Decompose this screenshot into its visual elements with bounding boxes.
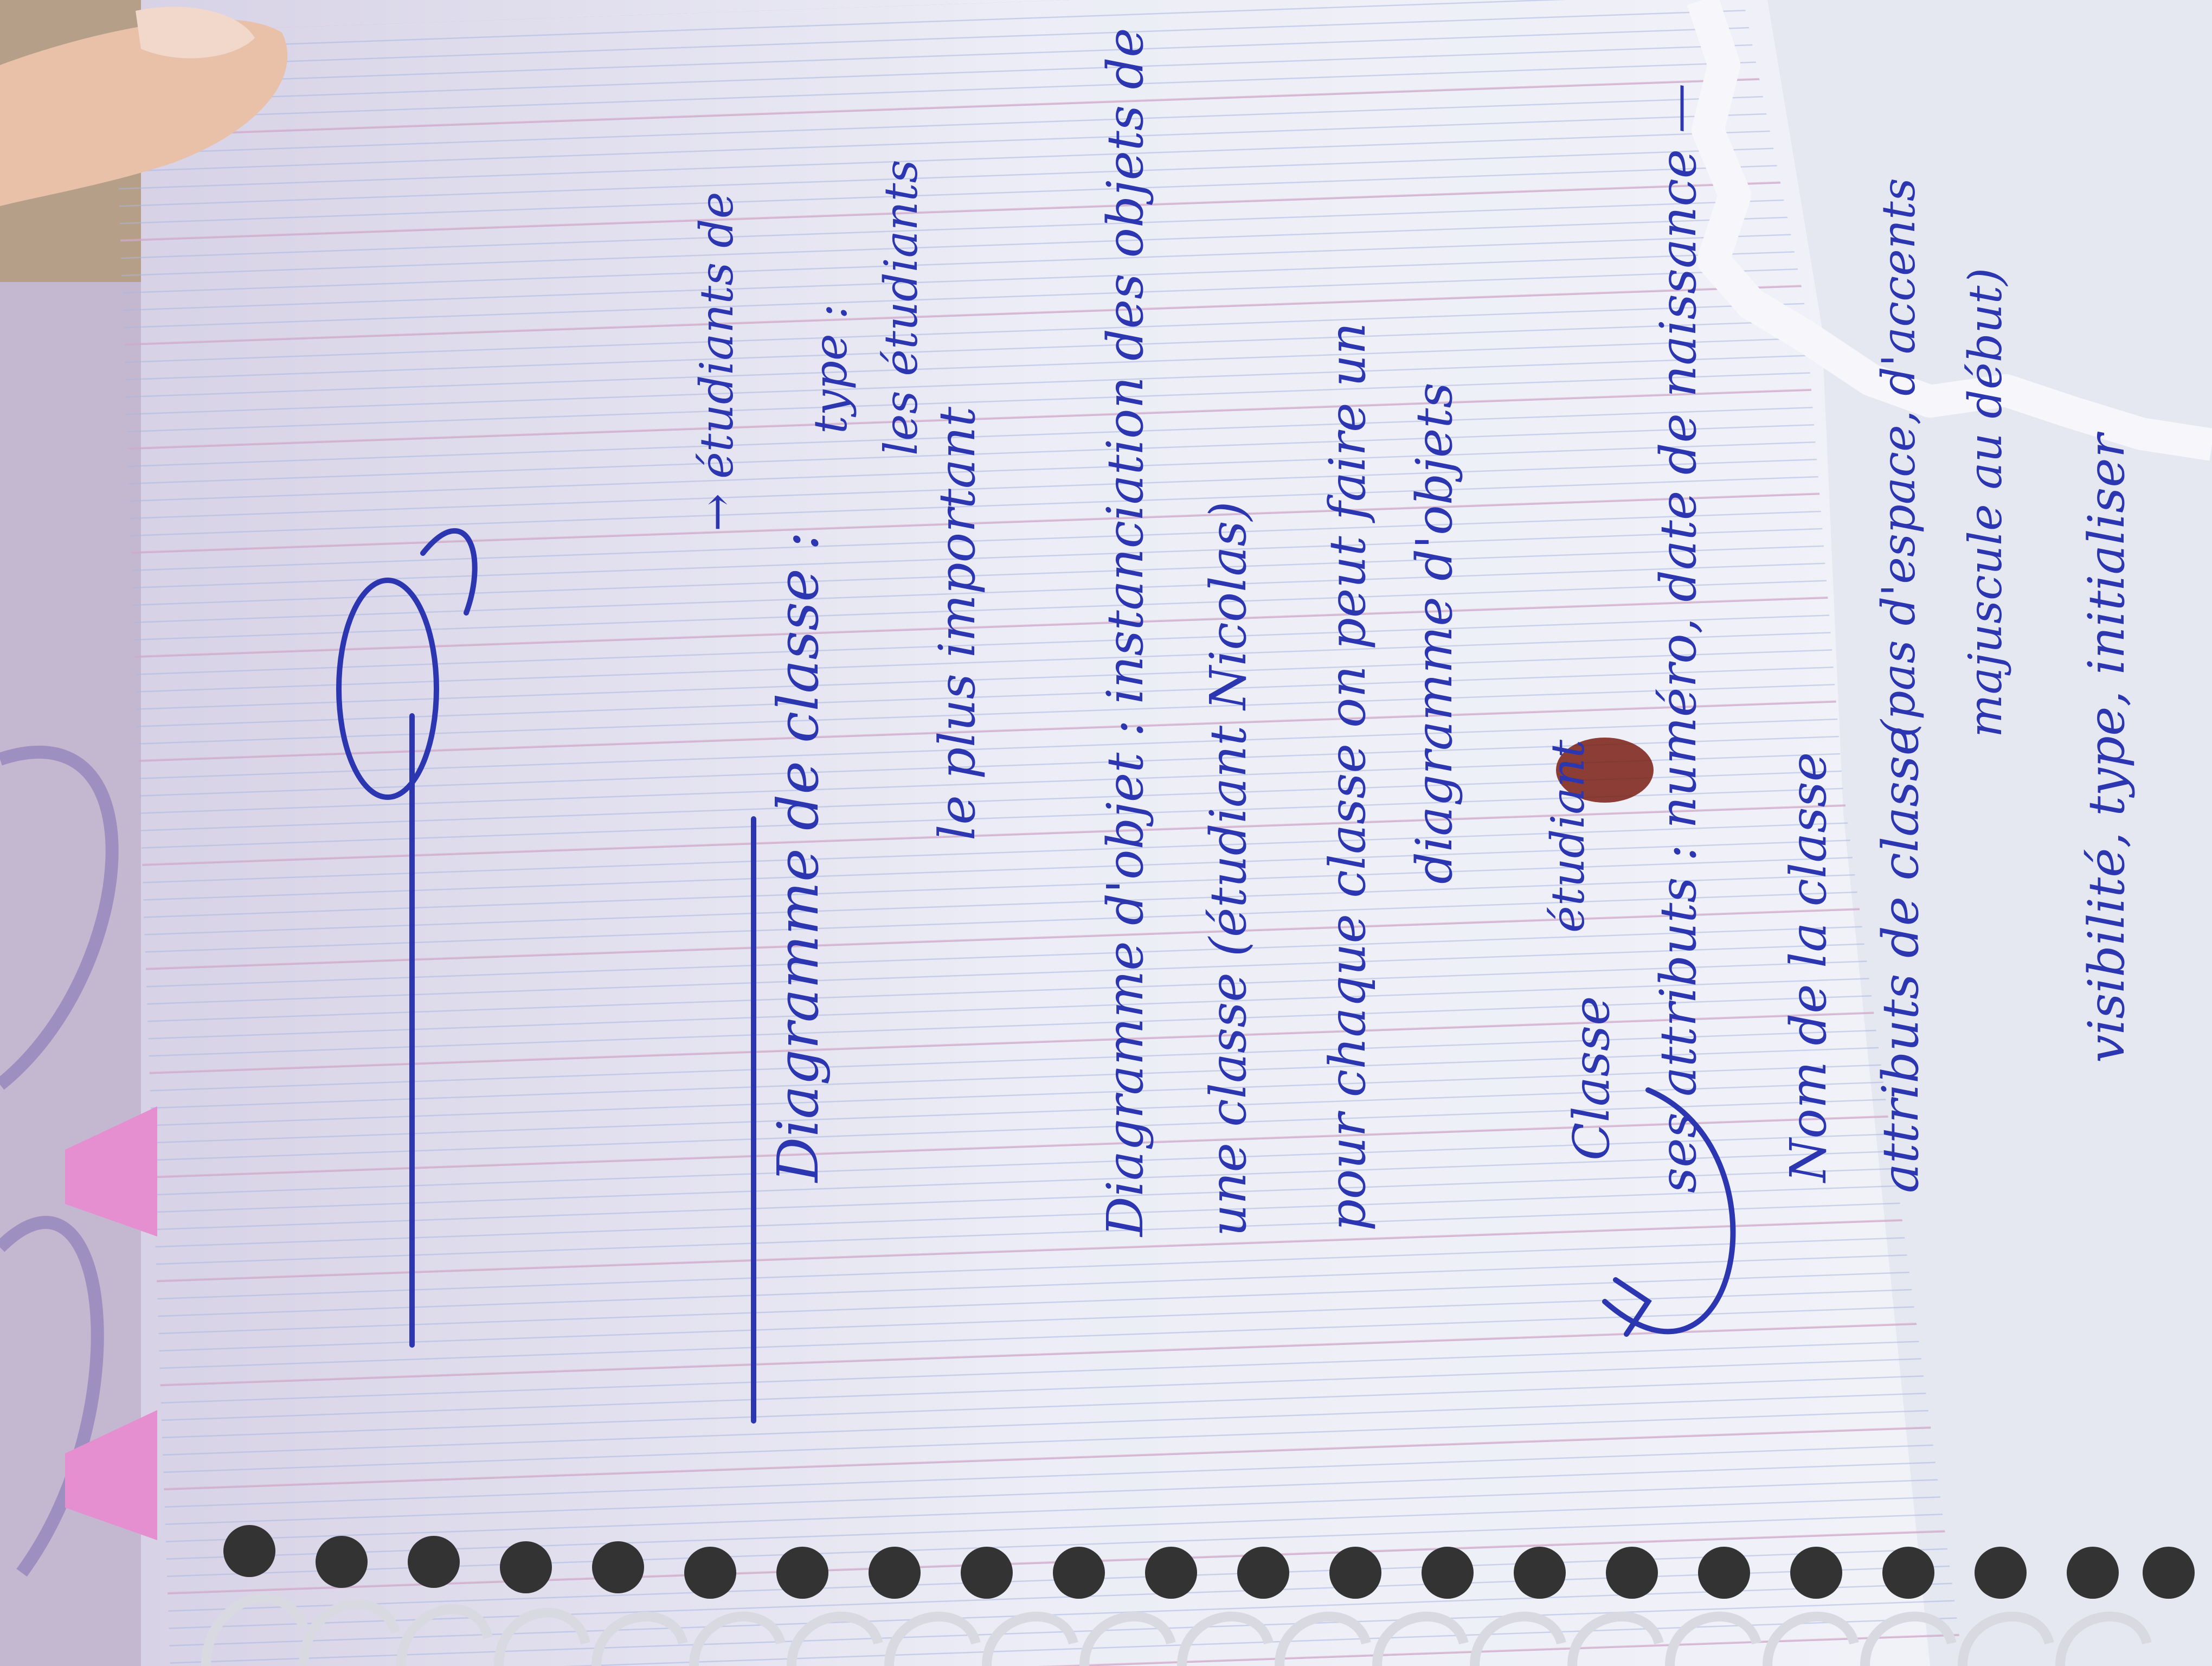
note-title-important: le plus important bbox=[928, 406, 986, 841]
note-object-diagram: Diagramme d'objet : instanciation des objets de bbox=[1096, 28, 1154, 1236]
note-class-label: Classe bbox=[1562, 996, 1621, 1161]
note-class-attributes-note2: majuscule au début) bbox=[1959, 267, 2012, 738]
note-visibility: visibilité, type, initialiser bbox=[2078, 434, 2136, 1063]
note-class-name-line: Nom de la classe bbox=[1779, 752, 1837, 1182]
note-title-side-top: → étudiants de bbox=[690, 191, 743, 531]
note-title-side-bottom: les étudiants bbox=[874, 159, 928, 456]
note-per-class: pour chaque classe on peut faire un bbox=[1319, 322, 1377, 1231]
note-title: Diagramme de classe : bbox=[765, 531, 831, 1182]
note-title-side-mid: type : bbox=[804, 304, 857, 434]
note-attributes: ses attributs : numéro, date de naissance — bbox=[1649, 83, 1707, 1193]
note-class-name: étudiant bbox=[1541, 739, 1594, 933]
note-class-attributes: attributs de classe bbox=[1872, 726, 1930, 1193]
note-per-class-cont: diagramme d'objets bbox=[1405, 382, 1463, 884]
handwritten-notes bbox=[434, 28, 2212, 1464]
note-class-attributes-note: (pas d'espace, d'accents bbox=[1872, 178, 1925, 738]
note-object-diagram-cont: une classe (étudiant Nicolas) bbox=[1199, 501, 1257, 1236]
